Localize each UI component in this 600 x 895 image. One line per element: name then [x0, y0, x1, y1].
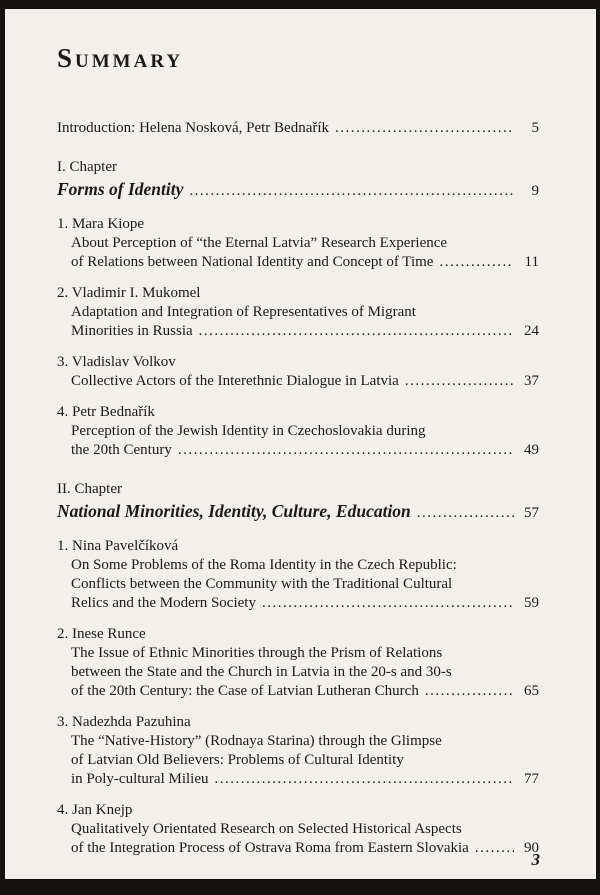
entry-last-line — [57, 770, 539, 789]
entry-last-line — [57, 839, 539, 858]
dot-leader — [425, 682, 514, 701]
entry-line: About Perception of “the Eternal Latvia” Research Experience — [71, 235, 448, 251]
entry-author: 2. Vladimir I. Mukomel — [57, 285, 201, 301]
page-ref: 11 — [524, 254, 539, 270]
entry-line: Adaptation and Integration of Representatives of Migrant — [71, 304, 416, 320]
chapter-title: National Minorities, Identity, Culture, Education — [57, 501, 411, 521]
page-ref: 5 — [531, 120, 539, 136]
entry-line: Conflicts between the Community with the Traditional Cultural — [71, 576, 453, 592]
entry-author: 2. Inese Runce — [57, 626, 146, 642]
entry-last-line — [57, 372, 539, 391]
entry-line: of the 20th Century: the Case of Latvian Lutheran Church — [71, 683, 419, 699]
entry-line: between the State and the Church in Latvia in the 20-s and 30-s — [71, 664, 452, 680]
page-ref: 37 — [524, 373, 539, 389]
entry-author: 3. Nadezhda Pazuhina — [57, 714, 191, 730]
entry-line: On Some Problems of the Roma Identity in the Czech Republic: — [71, 557, 457, 573]
entry-last-line — [57, 253, 539, 272]
dot-leader — [405, 372, 514, 391]
chapter-label: II. Chapter — [57, 481, 122, 497]
entry-line: Qualitatively Orientated Research on Selected Historical Aspects — [71, 821, 462, 837]
entry-author: 1. Mara Kiope — [57, 216, 145, 232]
chapter-section-2 — [57, 480, 539, 858]
page-title: Summary — [57, 43, 184, 73]
toc-entry — [57, 625, 539, 701]
entry-last-line — [57, 594, 539, 613]
toc-entry — [57, 215, 539, 272]
dot-leader — [439, 253, 514, 272]
toc-intro-row — [57, 119, 539, 138]
dot-leader — [178, 441, 514, 460]
entry-line: of the Integration Process of Ostrava Roma from Eastern Slovakia — [71, 840, 469, 856]
entry-line: Minorities in Russia — [71, 323, 193, 339]
page-ref: 65 — [524, 683, 539, 699]
page-ref: 9 — [531, 183, 539, 199]
entry-author: 3. Vladislav Volkov — [57, 354, 176, 370]
dot-leader — [417, 501, 514, 525]
toc-entry — [57, 713, 539, 789]
dot-leader — [189, 179, 514, 203]
entry-line: The Issue of Ethnic Minorities through the Prism of Relations — [71, 645, 443, 661]
entry-line: of Relations between National Identity and Concept of Time — [71, 254, 434, 270]
page-ref: 57 — [524, 505, 539, 521]
entry-line: of Latvian Old Believers: Problems of Cultural Identity — [71, 752, 404, 768]
entry-line: Collective Actors of the Interethnic Dialogue in Latvia — [71, 373, 399, 389]
page — [5, 9, 596, 879]
entry-line: in Poly-cultural Milieu — [71, 771, 209, 787]
entry-line: Perception of the Jewish Identity in Czechoslovakia during — [71, 423, 426, 439]
entry-line: The “Native-History” (Rodnaya Starina) through the Glimpse — [71, 733, 442, 749]
chapter-title: Forms of Identity — [57, 179, 184, 199]
page-ref: 24 — [524, 323, 539, 339]
toc-entry — [57, 403, 539, 460]
dot-leader — [214, 770, 514, 789]
toc-entry — [57, 284, 539, 341]
chapter-title-row — [57, 499, 539, 525]
entry-line: Relics and the Modern Society — [71, 595, 256, 611]
toc-entry — [57, 537, 539, 613]
chapter-section-1 — [57, 158, 539, 460]
chapter-label: I. Chapter — [57, 159, 117, 175]
intro-text: Introduction: Helena Nosková, Petr Bednařík — [57, 120, 330, 136]
page-ref: 90 — [524, 840, 539, 856]
entry-last-line — [57, 441, 539, 460]
dot-leader — [335, 119, 514, 138]
entry-last-line — [57, 322, 539, 341]
page-ref: 77 — [524, 771, 539, 787]
chapter-title-row — [57, 177, 539, 203]
dot-leader — [199, 322, 514, 341]
toc-entry — [57, 801, 539, 858]
entry-author: 1. Nina Pavelčíková — [57, 538, 179, 554]
entry-line: the 20th Century — [71, 442, 172, 458]
dot-leader — [475, 839, 514, 858]
folio-page-number: 3 — [531, 850, 540, 869]
toc-entry — [57, 353, 539, 391]
entry-last-line — [57, 682, 539, 701]
page-ref: 49 — [524, 442, 539, 458]
page-ref: 59 — [524, 595, 539, 611]
dot-leader — [262, 594, 514, 613]
entry-author: 4. Jan Knejp — [57, 802, 133, 818]
entry-author: 4. Petr Bednařík — [57, 404, 155, 420]
